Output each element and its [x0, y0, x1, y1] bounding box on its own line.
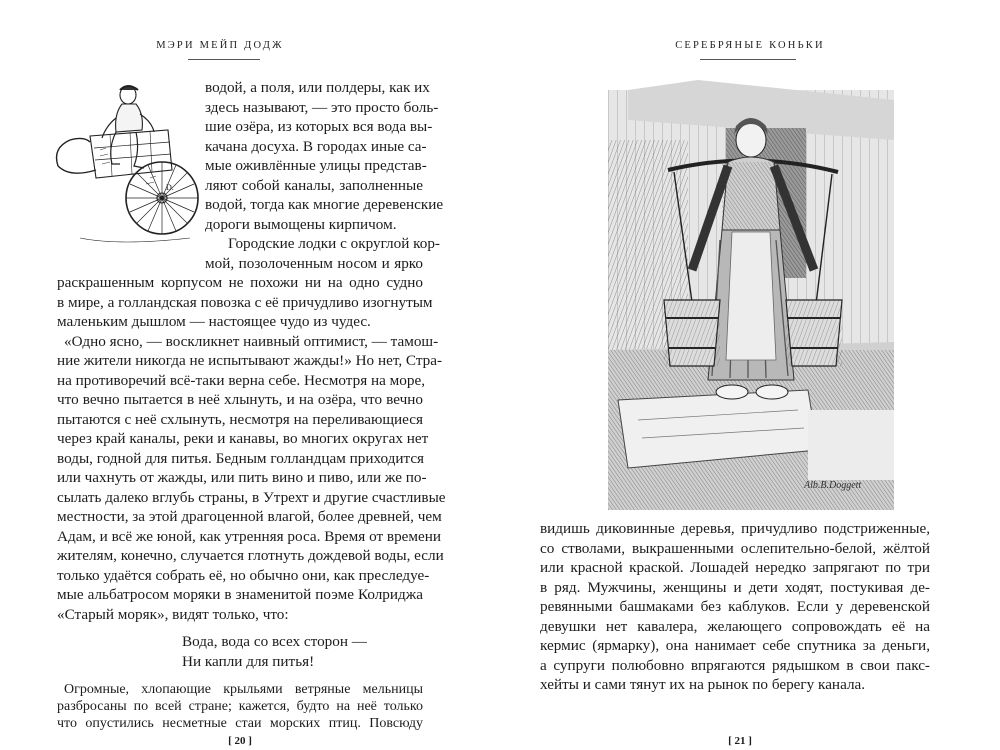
apron: [726, 232, 776, 360]
clog-right: [756, 385, 788, 399]
text-line: мой, позолоченным носом и ярко: [205, 254, 423, 272]
text-line: в мире, а голландская повозка с её причудливо изогнутым: [57, 293, 433, 311]
milkmaid-illustration: [608, 80, 894, 510]
text-line: местности, за этой драгоценной влагой, более древней, чем: [57, 508, 442, 525]
left-running-head: МЭРИ МЕЙП ДОДЖ: [156, 40, 284, 51]
text-line: Городские лодки с округлой кор-: [228, 235, 440, 252]
farmer-body: [116, 104, 143, 132]
text-line: Огромные, хлопающие крыльями ветряные мельницы: [64, 682, 423, 697]
text-line: хейты и сами тянут их на рынок по берегу канала.: [540, 676, 866, 693]
text-line: здесь называют, — это просто боль-: [205, 98, 439, 116]
text-line: качана досуха. В городах иные са-: [205, 137, 427, 155]
text-line: жителям, конечно, случается глотнуть дождевой воды, если: [57, 547, 444, 564]
text-line: воды, годной для питья. Бедным голландцам приходится: [57, 449, 425, 467]
right-page: [500, 0, 1000, 750]
verse-line: Ни капли для питья!: [182, 652, 315, 670]
text-line: разбросаны по всей стране; кажется, будто на неё только: [57, 699, 423, 714]
text-line: ляют собой каналы, заполненные: [205, 176, 423, 194]
text-line: на противоречий всё-таки верна себе. Несмотря на море,: [57, 371, 425, 389]
artist-signature: Alb.B.Doggett: [804, 480, 862, 491]
text-line: или чахнуть от жажды, или пить вино и пиво, или же по-: [57, 469, 427, 486]
text-line: сылать далеко вглубь страны, в Утрехт и другие счастливые: [57, 488, 446, 506]
svg-text:D.: D.: [166, 183, 174, 192]
text-line: дороги вымощены кирпичом.: [205, 215, 397, 233]
right-running-head-rule: [700, 59, 796, 60]
text-line: шие озёра, из которых вся вода вы-: [205, 118, 433, 135]
left-running-head-rule: [188, 59, 260, 60]
text-line: девушки нет кавалера, желающего сопровождать её на: [540, 617, 930, 635]
text-line: водой, а поля, или полдеры, как их: [205, 79, 430, 96]
cart-illustration: [50, 78, 200, 253]
page-number: [ 20 ]: [228, 735, 252, 747]
text-line: в ряд. Мужчины, женщины и дети ходят, постукивая де-: [540, 578, 930, 596]
woman-head: [736, 123, 766, 157]
text-line: или красной краской. Лошадей нередко запрягают по три: [540, 559, 930, 576]
text-line: через край каналы, реки и канавы, во многих округах нет: [57, 430, 429, 447]
text-line: а супруги полюбовно впрягаются рядышком в свои пакс-: [540, 656, 930, 674]
text-line: мые оживлённые улицы представ-: [205, 157, 427, 174]
text-line: ревянными башмаками без каблуков. Если у деревенской: [540, 598, 930, 615]
right-running-head: СЕРЕБРЯНЫЕ КОНЬКИ: [675, 40, 825, 51]
text-line: пытаются с неё схлынуть, несмотря на переливающиеся: [57, 410, 423, 428]
text-line: что вечно пытается в неё хлынуть, и на озёра, что вечно: [57, 391, 423, 408]
text-line: видишь диковинные деревья, причудливо подстриженные,: [540, 520, 930, 537]
text-line: маленьким дышлом — настоящее чудо из чудес.: [57, 313, 371, 330]
text-line: что опустились несметные стаи морских птиц. Повсюду: [57, 716, 423, 731]
clog-left: [716, 385, 748, 399]
text-line: раскрашенным корпусом не похожи ни на одно судно: [57, 274, 423, 291]
cart-shaft: [57, 138, 97, 173]
text-line: Адам, и всё же юной, как утренняя роса. Время от времени: [57, 527, 442, 545]
text-line: ние жители никогда не испытывают жажды!» Но нет, Стра-: [57, 352, 443, 369]
text-line: только удаётся собрать её, но обычно они, как преследуе-: [57, 566, 430, 584]
text-line: со стволами, выкрашенными ослепительно-белой, жёлтой: [540, 539, 930, 557]
page-number: [ 21 ]: [728, 735, 752, 747]
text-line: водой, тогда как многие деревенские: [205, 196, 444, 213]
text-line: кермис (ярмарку), она нанимает себе спутника за деньги,: [540, 637, 930, 654]
text-line: мые альбатросом моряки в знаменитой поэме Колриджа: [57, 586, 423, 603]
text-line: «Одно ясно, — воскликнет наивный оптимист, — тамош-: [64, 332, 439, 350]
text-line: «Старый моряк», видят только, что:: [57, 605, 289, 623]
verse-line: Вода, вода со всех сторон —: [182, 633, 367, 650]
